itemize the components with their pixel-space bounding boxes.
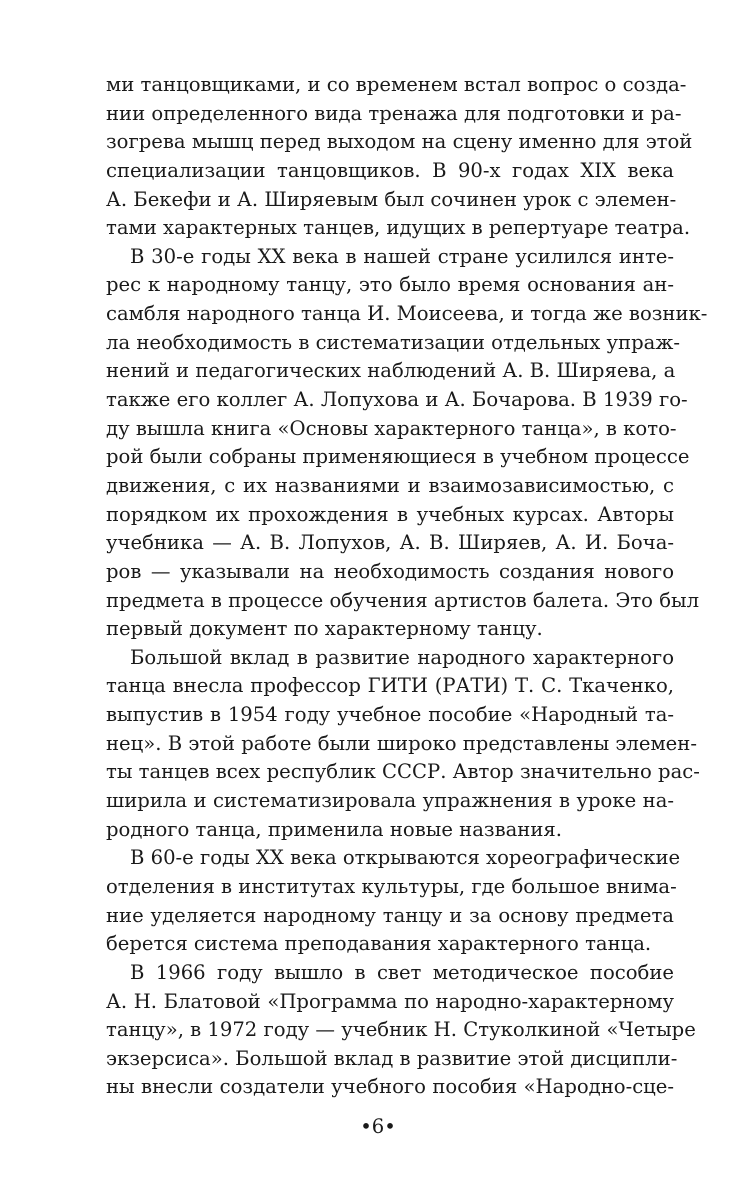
text-line: В 30-е годы XX века в нашей стране усилился инте- [130,244,674,268]
paragraph-4 [106,844,681,959]
text-line: первый документ по характерному танцу. [106,617,543,641]
text-line: танцу», в 1972 году — учебник Н. Стуколкиной «Четыре [106,1018,696,1042]
text-line: учебника — А. В. Лопухов, А. В. Ширяев, А. И. Боча- [106,531,674,555]
text-line: рес к народному танцу, это было время основания ан- [106,273,674,297]
page-number: •6• [360,1115,396,1138]
text-line: движения, с их названиями и взаимозависимостью, с [106,473,674,497]
text-line: В 1966 году вышло в свет методическое пособие [130,960,674,984]
paragraph-2 [106,243,708,644]
text-line: рой были собраны применяющиеся в учебном процессе [106,445,690,469]
text-line: В 60-е годы XX века открываются хореографические [130,846,681,870]
text-line: берется система преподавания характерного танца. [106,932,652,956]
text-line: зогрева мышц перед выходом на сцену именно для этой [106,130,693,154]
text-line: Большой вклад в развитие народного характерного [130,645,674,669]
text-line: ширила и систематизировала упражнения в уроке на- [106,789,674,813]
text-line: отделения в институтах культуры, где большое внима- [106,874,677,898]
text-line: выпустив в 1954 году учебное пособие «Народный та- [106,703,674,727]
text-line: родного танца, применила новые названия. [106,817,562,841]
text-line: порядком их прохождения в учебных курсах. Авторы [106,502,674,526]
text-line: ров — указывали на необходимость создания нового [106,559,674,583]
text-line: ты танцев всех республик СССР. Автор значительно рас- [106,760,700,784]
text-line: А. Н. Блатовой «Программа по народно-характерному [106,989,674,1013]
text-line: А. Бекефи и А. Ширяевым был сочинен урок с элемен- [106,187,677,211]
text-line: ми танцовщиками, и со временем встал вопрос о созда- [106,73,687,96]
text-line: ду вышла книга «Основы характерного танца», в кото- [106,416,677,440]
text-line: тами характерных танцев, идущих в репертуаре театра. [106,216,691,240]
paragraph-1 [106,71,693,243]
text-line: нец». В этой работе были широко представлены элемен- [106,731,697,755]
text-line: ны внесли создатели учебного пособия «Народно-сце- [106,1075,674,1099]
text-line: ние уделяется народному танцу и за основу предмета [106,903,674,927]
text-line: предмета в процессе обучения артистов балета. Это был [106,588,700,612]
text-line: специализации танцовщиков. В 90-х годах XIX века [106,158,674,182]
text-line: нии определенного вида тренажа для подготовки и ра- [106,101,682,125]
text-line: ла необходимость в систематизации отдельных упраж- [106,330,680,354]
paragraph-5 [106,959,696,1102]
text-line: самбля народного танца И. Моисеева, и тогда же возник- [106,302,708,326]
paragraph-3 [106,644,700,844]
page-body [106,71,708,1102]
text-line: также его коллег А. Лопухова и А. Бочарова. В 1939 го- [106,388,688,412]
text-line: экзерсиса». Большой вклад в развитие этой дисципли- [106,1046,678,1070]
text-line: танца внесла профессор ГИТИ (РАТИ) Т. С. Ткаченко, [106,674,674,698]
text-line: нений и педагогических наблюдений А. В. Ширяева, а [106,359,676,383]
